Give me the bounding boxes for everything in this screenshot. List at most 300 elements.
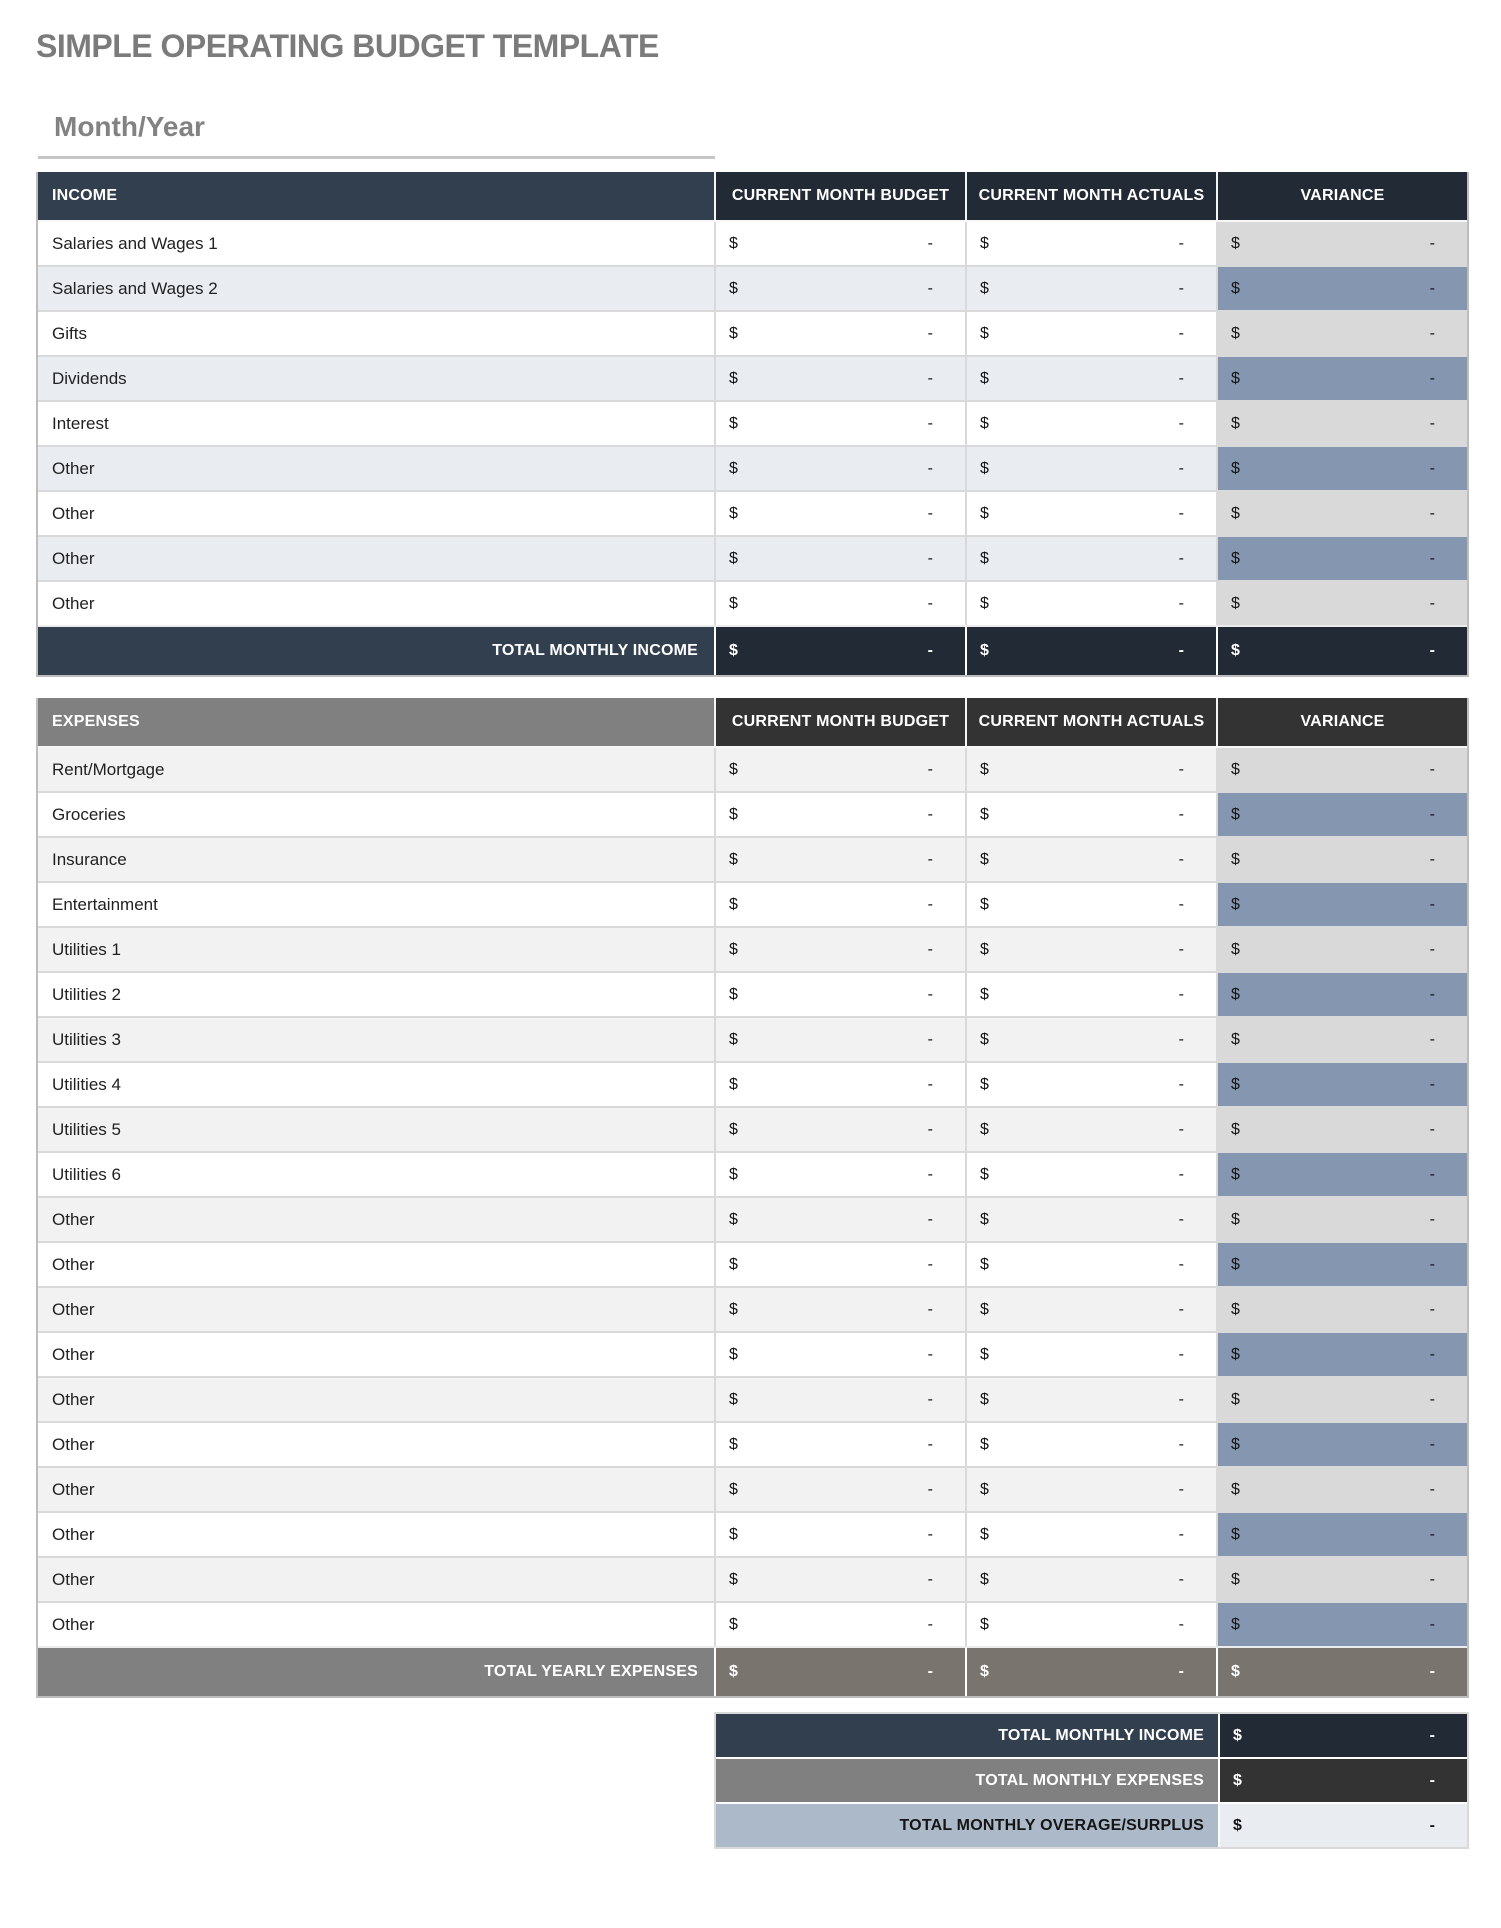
variance-cell[interactable] <box>1216 1243 1467 1286</box>
variance-cell[interactable] <box>1216 838 1467 881</box>
column-header-current-month-budget: CURRENT MONTH BUDGET <box>714 698 965 746</box>
cell-value: - <box>1429 1726 1435 1744</box>
cell-value: - <box>1178 1525 1184 1543</box>
cell-value: - <box>1178 504 1184 522</box>
currency-symbol: $ <box>729 642 738 659</box>
cell-value: - <box>1429 1075 1435 1093</box>
cell-value: - <box>1178 940 1184 958</box>
expenses-header-cell: EXPENSES <box>38 698 714 746</box>
cell-value: - <box>927 1255 933 1273</box>
variance-cell[interactable] <box>1216 928 1467 971</box>
cell-value: - <box>1178 324 1184 342</box>
table-row <box>38 1421 1467 1466</box>
actuals-cell[interactable] <box>965 312 1216 355</box>
actuals-cell[interactable] <box>965 1513 1216 1556</box>
currency-symbol: $ <box>1231 895 1240 913</box>
cell-value: - <box>927 1663 933 1680</box>
row-label-cell[interactable]: Other <box>38 1423 714 1466</box>
variance-cell[interactable] <box>1216 1603 1467 1646</box>
currency-symbol: $ <box>1231 549 1240 567</box>
row-label-cell[interactable]: Utilities 1 <box>38 928 714 971</box>
cell-value: - <box>1178 279 1184 297</box>
currency-symbol: $ <box>729 1570 738 1588</box>
month-year-label: Month/Year <box>54 111 205 142</box>
actuals-cell[interactable] <box>965 748 1216 791</box>
currency-symbol: $ <box>1233 1771 1242 1789</box>
actuals-cell[interactable] <box>965 537 1216 580</box>
budget-cell[interactable] <box>714 973 965 1016</box>
budget-cell[interactable] <box>714 267 965 310</box>
currency-symbol: $ <box>980 594 989 612</box>
actuals-cell[interactable] <box>965 1603 1216 1646</box>
row-label-cell[interactable]: Other <box>38 1558 714 1601</box>
income-total-variance-cell <box>1216 627 1467 675</box>
budget-cell[interactable] <box>714 222 965 265</box>
actuals-cell[interactable] <box>965 1108 1216 1151</box>
row-label-cell[interactable]: Other <box>38 1513 714 1556</box>
budget-cell[interactable] <box>714 748 965 791</box>
cell-value: - <box>1178 1663 1184 1680</box>
row-label-cell[interactable]: Utilities 6 <box>38 1153 714 1196</box>
cell-value: - <box>1178 642 1184 659</box>
currency-symbol: $ <box>1231 1210 1240 1228</box>
cell-value: - <box>1178 1615 1184 1633</box>
variance-cell[interactable] <box>1216 973 1467 1016</box>
budget-cell[interactable] <box>714 928 965 971</box>
actuals-cell[interactable] <box>965 1378 1216 1421</box>
currency-symbol: $ <box>729 850 738 868</box>
currency-symbol: $ <box>729 1615 738 1633</box>
actuals-cell[interactable] <box>965 402 1216 445</box>
cell-value: - <box>1429 1771 1435 1789</box>
cell-value: - <box>1178 1165 1184 1183</box>
expenses-total-actuals-cell <box>965 1648 1216 1696</box>
variance-cell[interactable] <box>1216 1378 1467 1421</box>
budget-cell[interactable] <box>714 793 965 836</box>
table-row <box>38 836 1467 881</box>
cell-value: - <box>1178 985 1184 1003</box>
currency-symbol: $ <box>1231 985 1240 1003</box>
currency-symbol: $ <box>1231 1165 1240 1183</box>
currency-symbol: $ <box>1231 1615 1240 1633</box>
cell-value: - <box>1429 1345 1435 1363</box>
variance-cell[interactable] <box>1216 1333 1467 1376</box>
budget-cell[interactable] <box>714 1558 965 1601</box>
currency-symbol: $ <box>729 895 738 913</box>
actuals-cell[interactable] <box>965 357 1216 400</box>
currency-symbol: $ <box>980 895 989 913</box>
currency-symbol: $ <box>980 1390 989 1408</box>
currency-symbol: $ <box>1231 459 1240 477</box>
row-label-cell[interactable]: Other <box>38 537 714 580</box>
variance-cell[interactable] <box>1216 1198 1467 1241</box>
cell-value: - <box>927 414 933 432</box>
currency-symbol: $ <box>729 805 738 823</box>
actuals-cell[interactable] <box>965 1468 1216 1511</box>
variance-cell[interactable] <box>1216 447 1467 490</box>
variance-cell[interactable] <box>1216 492 1467 535</box>
currency-symbol: $ <box>1231 234 1240 252</box>
currency-symbol: $ <box>1231 1663 1240 1680</box>
actuals-cell[interactable] <box>965 883 1216 926</box>
cell-value: - <box>927 1570 933 1588</box>
cell-value: - <box>1429 985 1435 1003</box>
currency-symbol: $ <box>729 1390 738 1408</box>
currency-symbol: $ <box>729 234 738 252</box>
currency-symbol: $ <box>980 324 989 342</box>
summary-row-overage-surplus <box>716 1802 1467 1847</box>
cell-value: - <box>1429 1663 1435 1680</box>
summary-expenses-value-cell <box>1218 1759 1467 1802</box>
cell-value: - <box>1429 1300 1435 1318</box>
budget-cell[interactable] <box>714 537 965 580</box>
variance-cell[interactable] <box>1216 1018 1467 1061</box>
currency-symbol: $ <box>1231 805 1240 823</box>
income-total-actuals-cell <box>965 627 1216 675</box>
currency-symbol: $ <box>980 940 989 958</box>
currency-symbol: $ <box>980 504 989 522</box>
summary-table <box>714 1712 1469 1849</box>
currency-symbol: $ <box>980 1075 989 1093</box>
cell-value: - <box>927 549 933 567</box>
row-label-cell[interactable]: Salaries and Wages 2 <box>38 267 714 310</box>
cell-value: - <box>1429 805 1435 823</box>
row-label-cell[interactable]: Dividends <box>38 357 714 400</box>
expenses-total-row <box>38 1646 1467 1696</box>
currency-symbol: $ <box>729 985 738 1003</box>
budget-cell[interactable] <box>714 1468 965 1511</box>
currency-symbol: $ <box>980 1570 989 1588</box>
cell-value: - <box>1429 1525 1435 1543</box>
budget-cell[interactable] <box>714 1018 965 1061</box>
variance-cell[interactable] <box>1216 1063 1467 1106</box>
cell-value: - <box>1429 369 1435 387</box>
currency-symbol: $ <box>1231 1390 1240 1408</box>
row-label-cell[interactable]: Gifts <box>38 312 714 355</box>
cell-value: - <box>1178 1480 1184 1498</box>
currency-symbol: $ <box>1231 1300 1240 1318</box>
currency-symbol: $ <box>1231 504 1240 522</box>
expenses-rows <box>38 746 1467 1646</box>
cell-value: - <box>927 642 933 659</box>
currency-symbol: $ <box>980 1435 989 1453</box>
currency-symbol: $ <box>980 1120 989 1138</box>
actuals-cell[interactable] <box>965 1198 1216 1241</box>
currency-symbol: $ <box>729 1300 738 1318</box>
variance-cell[interactable] <box>1216 1468 1467 1511</box>
currency-symbol: $ <box>1231 414 1240 432</box>
cell-value: - <box>1429 549 1435 567</box>
cell-value: - <box>927 760 933 778</box>
summary-overage-surplus-value-cell <box>1218 1804 1467 1847</box>
cell-value: - <box>1429 234 1435 252</box>
variance-cell[interactable] <box>1216 1288 1467 1331</box>
variance-cell[interactable] <box>1216 312 1467 355</box>
row-label-cell[interactable]: Utilities 3 <box>38 1018 714 1061</box>
cell-value: - <box>1178 1435 1184 1453</box>
currency-symbol: $ <box>729 279 738 297</box>
variance-cell[interactable] <box>1216 1423 1467 1466</box>
column-header-variance: VARIANCE <box>1216 172 1467 220</box>
currency-symbol: $ <box>729 1120 738 1138</box>
table-row <box>38 1556 1467 1601</box>
currency-symbol: $ <box>1231 760 1240 778</box>
budget-cell[interactable] <box>714 357 965 400</box>
budget-cell[interactable] <box>714 1288 965 1331</box>
currency-symbol: $ <box>729 1165 738 1183</box>
currency-symbol: $ <box>980 279 989 297</box>
cell-value: - <box>1429 940 1435 958</box>
currency-symbol: $ <box>980 1480 989 1498</box>
currency-symbol: $ <box>729 1255 738 1273</box>
row-label-cell[interactable]: Utilities 4 <box>38 1063 714 1106</box>
budget-cell[interactable] <box>714 582 965 625</box>
table-row <box>38 1466 1467 1511</box>
actuals-cell[interactable] <box>965 793 1216 836</box>
currency-symbol: $ <box>980 1255 989 1273</box>
column-header-current-month-actuals: CURRENT MONTH ACTUALS <box>965 172 1216 220</box>
table-row <box>38 881 1467 926</box>
table-row <box>38 746 1467 791</box>
variance-cell[interactable] <box>1216 357 1467 400</box>
currency-symbol: $ <box>1231 1345 1240 1363</box>
actuals-cell[interactable] <box>965 838 1216 881</box>
cell-value: - <box>1178 234 1184 252</box>
currency-symbol: $ <box>980 642 989 659</box>
budget-cell[interactable] <box>714 1108 965 1151</box>
cell-value: - <box>1429 324 1435 342</box>
budget-cell[interactable] <box>714 1333 965 1376</box>
cell-value: - <box>1429 504 1435 522</box>
currency-symbol: $ <box>729 1030 738 1048</box>
row-label-cell[interactable]: Entertainment <box>38 883 714 926</box>
row-label-cell[interactable]: Groceries <box>38 793 714 836</box>
cell-value: - <box>1178 1570 1184 1588</box>
column-header-variance: VARIANCE <box>1216 698 1467 746</box>
cell-value: - <box>927 1300 933 1318</box>
row-label-cell[interactable]: Interest <box>38 402 714 445</box>
currency-symbol: $ <box>729 1345 738 1363</box>
expenses-total-variance-cell <box>1216 1648 1467 1696</box>
row-label-cell[interactable]: Insurance <box>38 838 714 881</box>
currency-symbol: $ <box>980 1615 989 1633</box>
cell-value: - <box>1178 1120 1184 1138</box>
cell-value: - <box>927 1390 933 1408</box>
table-row <box>38 791 1467 836</box>
variance-cell[interactable] <box>1216 793 1467 836</box>
budget-cell[interactable] <box>714 1243 965 1286</box>
currency-symbol: $ <box>729 1480 738 1498</box>
currency-symbol: $ <box>1231 1255 1240 1273</box>
currency-symbol: $ <box>1233 1816 1242 1834</box>
cell-value: - <box>1178 1300 1184 1318</box>
actuals-cell[interactable] <box>965 222 1216 265</box>
variance-cell[interactable] <box>1216 1513 1467 1556</box>
table-row <box>38 580 1467 625</box>
actuals-cell[interactable] <box>965 582 1216 625</box>
budget-cell[interactable] <box>714 1198 965 1241</box>
cell-value: - <box>1178 805 1184 823</box>
cell-value: - <box>927 594 933 612</box>
actuals-cell[interactable] <box>965 1558 1216 1601</box>
variance-cell[interactable] <box>1216 1153 1467 1196</box>
cell-value: - <box>1429 642 1435 659</box>
expenses-total-label: TOTAL YEARLY EXPENSES <box>38 1648 714 1696</box>
currency-symbol: $ <box>980 1210 989 1228</box>
cell-value: - <box>1429 1255 1435 1273</box>
row-label-cell[interactable]: Utilities 5 <box>38 1108 714 1151</box>
cell-value: - <box>927 1210 933 1228</box>
cell-value: - <box>1429 594 1435 612</box>
budget-cell[interactable] <box>714 1513 965 1556</box>
currency-symbol: $ <box>1231 1120 1240 1138</box>
cell-value: - <box>927 985 933 1003</box>
currency-symbol: $ <box>980 369 989 387</box>
currency-symbol: $ <box>729 1435 738 1453</box>
actuals-cell[interactable] <box>965 1063 1216 1106</box>
table-row <box>38 1196 1467 1241</box>
budget-cell[interactable] <box>714 312 965 355</box>
actuals-cell[interactable] <box>965 1333 1216 1376</box>
row-label-cell[interactable]: Salaries and Wages 1 <box>38 222 714 265</box>
currency-symbol: $ <box>980 985 989 1003</box>
cell-value: - <box>927 504 933 522</box>
actuals-cell[interactable] <box>965 1018 1216 1061</box>
table-row <box>38 1511 1467 1556</box>
row-label-cell[interactable]: Other <box>38 492 714 535</box>
cell-value: - <box>1178 1390 1184 1408</box>
table-row <box>38 1061 1467 1106</box>
income-total-budget-cell <box>714 627 965 675</box>
table-row <box>38 445 1467 490</box>
variance-cell[interactable] <box>1216 1558 1467 1601</box>
row-label-cell[interactable]: Other <box>38 1198 714 1241</box>
currency-symbol: $ <box>1231 1570 1240 1588</box>
budget-cell[interactable] <box>714 1063 965 1106</box>
row-label-cell[interactable]: Other <box>38 1333 714 1376</box>
cell-value: - <box>1429 850 1435 868</box>
income-header-row <box>38 172 1467 220</box>
variance-cell[interactable] <box>1216 1108 1467 1151</box>
row-label-cell[interactable]: Other <box>38 1288 714 1331</box>
budget-cell[interactable] <box>714 447 965 490</box>
currency-symbol: $ <box>980 1165 989 1183</box>
cell-value: - <box>1429 1615 1435 1633</box>
row-label-cell[interactable]: Other <box>38 1243 714 1286</box>
currency-symbol: $ <box>1231 369 1240 387</box>
column-header-current-month-actuals: CURRENT MONTH ACTUALS <box>965 698 1216 746</box>
budget-cell[interactable] <box>714 883 965 926</box>
income-rows <box>38 220 1467 625</box>
cell-value: - <box>927 1030 933 1048</box>
page-title: SIMPLE OPERATING BUDGET TEMPLATE <box>36 28 659 64</box>
table-row <box>38 926 1467 971</box>
cell-value: - <box>927 1120 933 1138</box>
actuals-cell[interactable] <box>965 267 1216 310</box>
actuals-cell[interactable] <box>965 492 1216 535</box>
budget-cell[interactable] <box>714 1423 965 1466</box>
budget-cell[interactable] <box>714 838 965 881</box>
cell-value: - <box>1178 369 1184 387</box>
cell-value: - <box>1429 1120 1435 1138</box>
summary-expenses-label: TOTAL MONTHLY EXPENSES <box>716 1759 1218 1802</box>
column-header-current-month-budget: CURRENT MONTH BUDGET <box>714 172 965 220</box>
currency-symbol: $ <box>729 459 738 477</box>
cell-value: - <box>1178 594 1184 612</box>
actuals-cell[interactable] <box>965 928 1216 971</box>
variance-cell[interactable] <box>1216 222 1467 265</box>
table-row <box>38 355 1467 400</box>
cell-value: - <box>927 850 933 868</box>
row-label-cell[interactable]: Rent/Mortgage <box>38 748 714 791</box>
row-label-cell[interactable]: Other <box>38 1468 714 1511</box>
cell-value: - <box>927 805 933 823</box>
row-label-cell[interactable]: Other <box>38 582 714 625</box>
cell-value: - <box>1429 1390 1435 1408</box>
variance-cell[interactable] <box>1216 267 1467 310</box>
currency-symbol: $ <box>729 1663 738 1680</box>
budget-cell[interactable] <box>714 1603 965 1646</box>
budget-cell[interactable] <box>714 402 965 445</box>
budget-cell[interactable] <box>714 1378 965 1421</box>
row-label-cell[interactable]: Other <box>38 1603 714 1646</box>
currency-symbol: $ <box>1231 1525 1240 1543</box>
cell-value: - <box>1178 895 1184 913</box>
currency-symbol: $ <box>1231 850 1240 868</box>
variance-cell[interactable] <box>1216 883 1467 926</box>
currency-symbol: $ <box>729 1210 738 1228</box>
actuals-cell[interactable] <box>965 973 1216 1016</box>
actuals-cell[interactable] <box>965 1153 1216 1196</box>
budget-cell[interactable] <box>714 492 965 535</box>
currency-symbol: $ <box>729 369 738 387</box>
row-label-cell[interactable]: Other <box>38 1378 714 1421</box>
currency-symbol: $ <box>980 760 989 778</box>
variance-cell[interactable] <box>1216 402 1467 445</box>
variance-cell[interactable] <box>1216 748 1467 791</box>
cell-value: - <box>1178 459 1184 477</box>
currency-symbol: $ <box>1231 1030 1240 1048</box>
currency-symbol: $ <box>980 234 989 252</box>
currency-symbol: $ <box>980 1300 989 1318</box>
currency-symbol: $ <box>980 1525 989 1543</box>
variance-cell[interactable] <box>1216 582 1467 625</box>
actuals-cell[interactable] <box>965 1423 1216 1466</box>
cell-value: - <box>927 1525 933 1543</box>
actuals-cell[interactable] <box>965 447 1216 490</box>
currency-symbol: $ <box>1231 324 1240 342</box>
expenses-table <box>36 698 1469 1698</box>
row-label-cell[interactable]: Other <box>38 447 714 490</box>
cell-value: - <box>1429 1435 1435 1453</box>
cell-value: - <box>1178 1030 1184 1048</box>
row-label-cell[interactable]: Utilities 2 <box>38 973 714 1016</box>
budget-cell[interactable] <box>714 1153 965 1196</box>
currency-symbol: $ <box>1231 1435 1240 1453</box>
cell-value: - <box>1429 1816 1435 1834</box>
table-row <box>38 535 1467 580</box>
actuals-cell[interactable] <box>965 1243 1216 1286</box>
cell-value: - <box>927 1345 933 1363</box>
cell-value: - <box>927 1165 933 1183</box>
currency-symbol: $ <box>729 324 738 342</box>
actuals-cell[interactable] <box>965 1288 1216 1331</box>
table-row <box>38 1331 1467 1376</box>
currency-symbol: $ <box>729 549 738 567</box>
variance-cell[interactable] <box>1216 537 1467 580</box>
cell-value: - <box>1429 459 1435 477</box>
cell-value: - <box>1429 760 1435 778</box>
